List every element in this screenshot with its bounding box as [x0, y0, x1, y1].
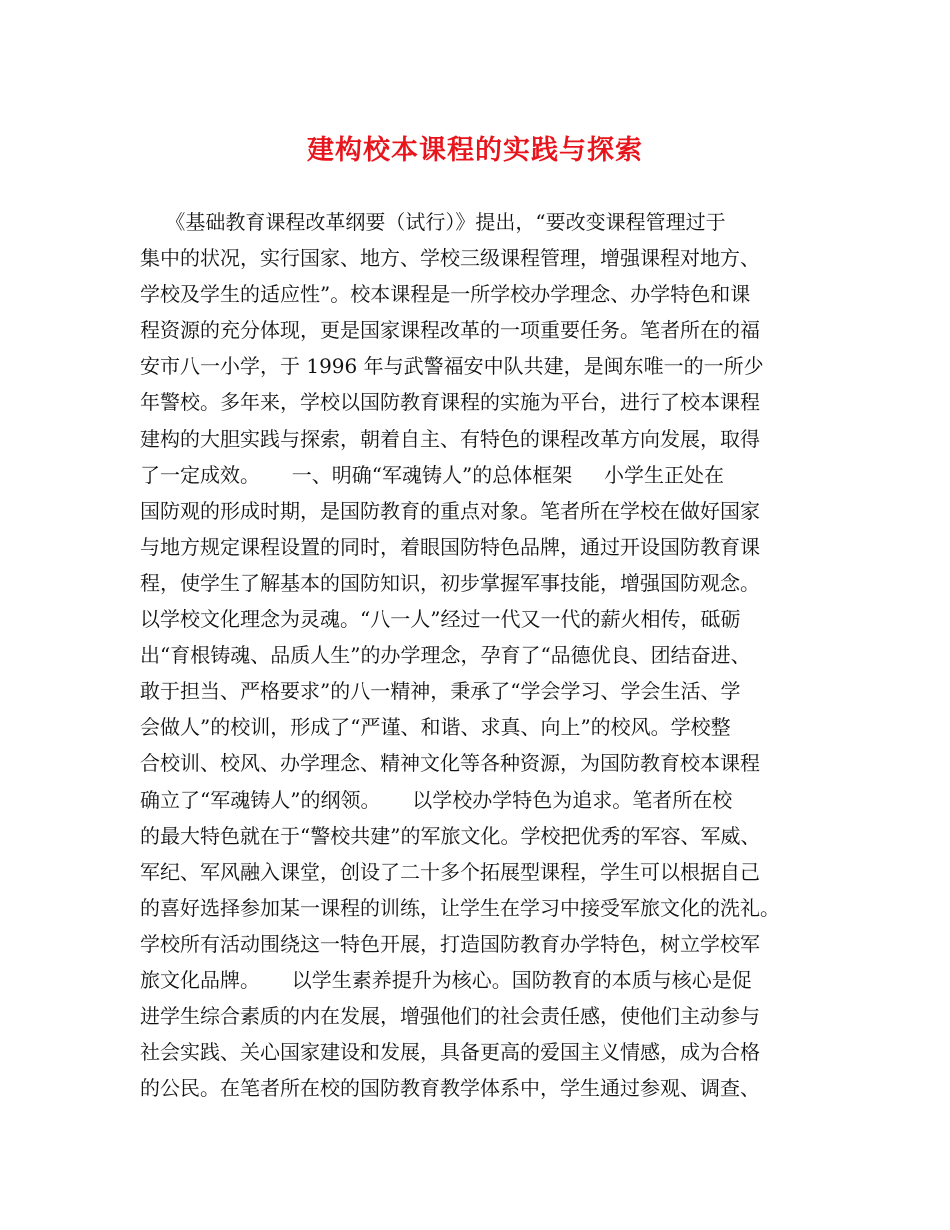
document-body — [140, 204, 830, 1106]
body-text-line: 《基础教育课程改革纲要（试行）》提出，“要改变课程管理过于 — [140, 210, 726, 234]
body-text-line: 旅文化品牌。 以学生素养提升为核心。国防教育的本质与核心是促 — [140, 967, 752, 992]
body-text-line: 的公民。在笔者所在校的国防教育教学体系中，学生通过参观、调查、 — [140, 1076, 760, 1101]
body-text-line: 程资源的充分体现，更是国家课程改革的一项重要任务。笔者所在的福 — [140, 318, 760, 343]
body-text-line: 确立了“军魂铸人”的纲领。 以学校办学特色为追求。笔者所在校 — [140, 787, 733, 812]
body-text-line: 建构的大胆实践与探索，朝着自主、有特色的课程改革方向发展，取得 — [140, 426, 760, 451]
body-text-line: 以学校文化理念为灵魂。“八一人”经过一代又一代的薪火相传，砥砺 — [140, 607, 741, 632]
body-text-line: 进学生综合素质的内在发展，增强他们的社会责任感，使他们主动参与 — [140, 1004, 760, 1029]
body-text-line: 合校训、校风、办学理念、精神文化等各种资源，为国防教育校本课程 — [140, 751, 760, 776]
body-text-line: 学校所有活动围绕这一特色开展，打造国防教育办学特色，树立学校军 — [140, 931, 760, 956]
body-text-line: 出“育根铸魂、品质人生”的办学理念，孕育了“品德优良、团结奋进、 — [140, 643, 751, 668]
body-text-line: 与地方规定课程设置的同时，着眼国防特色品牌，通过开设国防教育课 — [140, 534, 760, 559]
body-text-line: 的喜好选择参加某一课程的训练，让学生在学习中接受军旅文化的洗礼。 — [140, 895, 780, 920]
body-text-line: 学校及学生的适应性”。校本课程是一所学校办学理念、办学特色和课 — [140, 282, 751, 307]
body-text-line: 了一定成效。 一、明确“军魂铸人”的总体框架 小学生正处在 — [140, 462, 725, 487]
body-text-line: 年警校。多年来，学校以国防教育课程的实施为平台，进行了校本课程 — [140, 390, 760, 415]
body-text-line: 安市八一小学，于 1996 年与武警福安中队共建，是闽东唯一的一所少 — [140, 354, 764, 379]
body-text-line: 会做人”的校训，形成了“严谨、和谐、求真、向上”的校风。学校整 — [140, 715, 731, 740]
body-text-line: 国防观的形成时期，是国防教育的重点对象。笔者所在学校在做好国家 — [140, 498, 760, 523]
body-text-line: 集中的状况，实行国家、地方、学校三级课程管理，增强课程对地方、 — [140, 246, 760, 271]
body-text-line: 程，使学生了解基本的国防知识，初步掌握军事技能，增强国防观念。 — [140, 570, 760, 595]
body-text-line: 的最大特色就在于“警校共建”的军旅文化。学校把优秀的军容、军威、 — [140, 823, 761, 848]
document-title: 建构校本课程的实践与探索 — [307, 135, 643, 166]
body-text-line: 社会实践、关心国家建设和发展，具备更高的爱国主义情感，成为合格 — [140, 1040, 760, 1065]
body-text-line: 敢于担当、严格要求”的八一精神，秉承了“学会学习、学会生活、学 — [140, 679, 741, 704]
body-text-line: 军纪、军风融入课堂，创设了二十多个拓展型课程，学生可以根据自己 — [140, 859, 760, 884]
